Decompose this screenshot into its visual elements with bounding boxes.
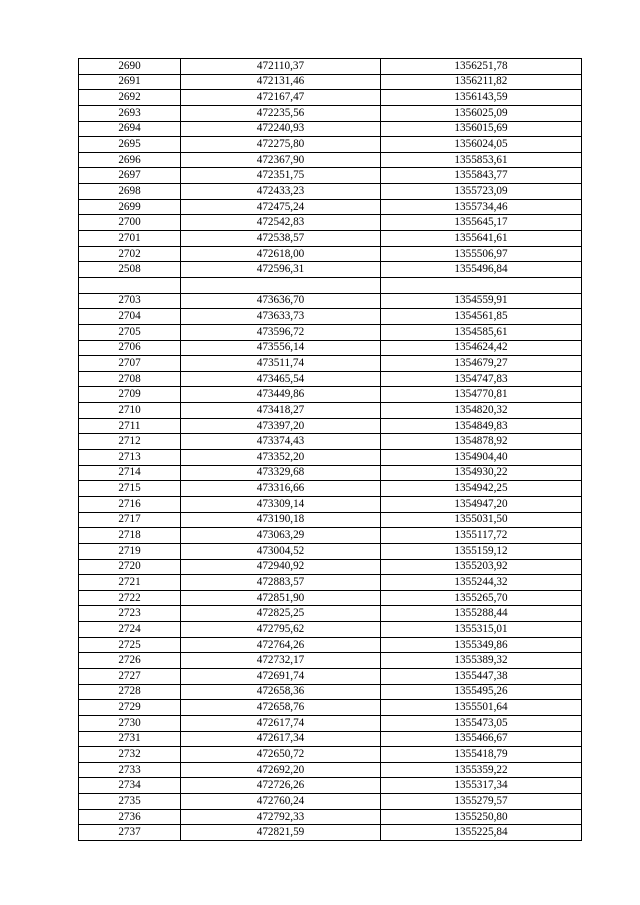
x-coordinate-cell [181,277,381,293]
x-coordinate-cell: 472821,59 [181,825,381,841]
table-row [79,606,582,622]
y-coordinate-cell: 1355359,22 [381,762,582,778]
point-number-cell: 2712 [79,434,181,450]
table-row [79,825,582,841]
y-coordinate-cell [381,277,582,293]
y-coordinate-cell: 1355117,72 [381,528,582,544]
table-row [79,168,582,184]
y-coordinate-cell: 1355315,01 [381,622,582,638]
x-coordinate-cell: 472235,56 [181,105,381,121]
y-coordinate-cell: 1355203,92 [381,559,582,575]
point-number-cell: 2727 [79,668,181,684]
point-number-cell: 2730 [79,715,181,731]
x-coordinate-cell: 472792,33 [181,809,381,825]
point-number-cell: 2723 [79,606,181,622]
table-row [79,293,582,309]
x-coordinate-cell: 472275,80 [181,137,381,153]
x-coordinate-cell: 472692,20 [181,762,381,778]
table-row [79,324,582,340]
y-coordinate-cell: 1355389,32 [381,653,582,669]
x-coordinate-cell: 472764,26 [181,637,381,653]
point-number-cell: 2729 [79,700,181,716]
y-coordinate-cell: 1355349,86 [381,637,582,653]
point-number-cell: 2690 [79,59,181,75]
x-coordinate-cell: 472883,57 [181,575,381,591]
table-row [79,199,582,215]
y-coordinate-cell: 1354942,25 [381,481,582,497]
table-row [79,59,582,75]
table-row [79,371,582,387]
x-coordinate-cell: 472110,37 [181,59,381,75]
y-coordinate-cell: 1355031,50 [381,512,582,528]
point-number-cell: 2705 [79,324,181,340]
point-number-cell: 2713 [79,450,181,466]
table-row [79,668,582,684]
point-number-cell: 2733 [79,762,181,778]
y-coordinate-cell: 1354770,81 [381,387,582,403]
x-coordinate-cell: 473418,27 [181,403,381,419]
x-coordinate-cell: 472542,83 [181,215,381,231]
x-coordinate-cell: 473309,14 [181,496,381,512]
y-coordinate-cell: 1355473,05 [381,715,582,731]
y-coordinate-cell: 1355265,70 [381,590,582,606]
x-coordinate-cell: 473352,20 [181,450,381,466]
table-row [79,231,582,247]
y-coordinate-cell: 1354585,61 [381,324,582,340]
point-number-cell: 2726 [79,653,181,669]
x-coordinate-cell: 472617,74 [181,715,381,731]
x-coordinate-cell: 472691,74 [181,668,381,684]
x-coordinate-cell: 472240,93 [181,121,381,137]
x-coordinate-cell: 473063,29 [181,528,381,544]
table-row [79,340,582,356]
table-row [79,747,582,763]
y-coordinate-cell: 1354679,27 [381,356,582,372]
point-number-cell: 2710 [79,403,181,419]
x-coordinate-cell: 473511,74 [181,356,381,372]
y-coordinate-cell: 1356143,59 [381,90,582,106]
y-coordinate-cell: 1355466,67 [381,731,582,747]
point-number-cell: 2703 [79,293,181,309]
coordinates-table [78,58,582,841]
point-number-cell: 2699 [79,199,181,215]
point-number-cell: 2718 [79,528,181,544]
x-coordinate-cell: 472351,75 [181,168,381,184]
y-coordinate-cell: 1354904,40 [381,450,582,466]
y-coordinate-cell: 1354559,91 [381,293,582,309]
y-coordinate-cell: 1355418,79 [381,747,582,763]
table-row [79,496,582,512]
x-coordinate-cell: 472658,36 [181,684,381,700]
point-number-cell: 2691 [79,74,181,90]
x-coordinate-cell: 472433,23 [181,184,381,200]
y-coordinate-cell: 1356015,69 [381,121,582,137]
table-row [79,105,582,121]
x-coordinate-cell: 473190,18 [181,512,381,528]
point-number-cell: 2731 [79,731,181,747]
x-coordinate-cell: 473633,73 [181,309,381,325]
point-number-cell: 2693 [79,105,181,121]
x-coordinate-cell: 472131,46 [181,74,381,90]
y-coordinate-cell: 1355447,38 [381,668,582,684]
table-row [79,637,582,653]
point-number-cell: 2704 [79,309,181,325]
y-coordinate-cell: 1355843,77 [381,168,582,184]
point-number-cell: 2711 [79,418,181,434]
y-coordinate-cell: 1354820,32 [381,403,582,419]
y-coordinate-cell: 1355734,46 [381,199,582,215]
table-row [79,246,582,262]
y-coordinate-cell: 1355159,12 [381,543,582,559]
point-number-cell: 2695 [79,137,181,153]
x-coordinate-cell: 473374,43 [181,434,381,450]
y-coordinate-cell: 1354947,20 [381,496,582,512]
point-number-cell: 2724 [79,622,181,638]
point-number-cell: 2721 [79,575,181,591]
coordinates-table-body [79,59,582,841]
y-coordinate-cell: 1355279,57 [381,794,582,810]
table-row [79,74,582,90]
x-coordinate-cell: 473004,52 [181,543,381,559]
y-coordinate-cell: 1355244,32 [381,575,582,591]
point-number-cell: 2717 [79,512,181,528]
y-coordinate-cell: 1354624,42 [381,340,582,356]
table-row [79,403,582,419]
table-row [79,622,582,638]
table-row [79,152,582,168]
x-coordinate-cell: 473596,72 [181,324,381,340]
point-number-cell: 2728 [79,684,181,700]
y-coordinate-cell: 1354930,22 [381,465,582,481]
table-row [79,277,582,293]
point-number-cell: 2716 [79,496,181,512]
y-coordinate-cell: 1355723,09 [381,184,582,200]
table-row [79,575,582,591]
table-row [79,356,582,372]
table-row [79,512,582,528]
y-coordinate-cell: 1356025,09 [381,105,582,121]
point-number-cell: 2702 [79,246,181,262]
y-coordinate-cell: 1355495,26 [381,684,582,700]
table-row [79,762,582,778]
table-row [79,700,582,716]
table-row [79,309,582,325]
table-row [79,184,582,200]
point-number-cell: 2694 [79,121,181,137]
table-row [79,684,582,700]
x-coordinate-cell: 473316,66 [181,481,381,497]
point-number-cell: 2709 [79,387,181,403]
table-row [79,121,582,137]
point-number-cell: 2732 [79,747,181,763]
point-number-cell: 2714 [79,465,181,481]
x-coordinate-cell: 472650,72 [181,747,381,763]
y-coordinate-cell: 1356251,78 [381,59,582,75]
y-coordinate-cell: 1354561,85 [381,309,582,325]
x-coordinate-cell: 472795,62 [181,622,381,638]
point-number-cell: 2697 [79,168,181,184]
table-row [79,543,582,559]
point-number-cell: 2725 [79,637,181,653]
table-row [79,418,582,434]
y-coordinate-cell: 1355501,64 [381,700,582,716]
point-number-cell: 2701 [79,231,181,247]
y-coordinate-cell: 1355288,44 [381,606,582,622]
y-coordinate-cell: 1354878,92 [381,434,582,450]
point-number-cell: 2707 [79,356,181,372]
table-row [79,794,582,810]
x-coordinate-cell: 472167,47 [181,90,381,106]
table-row [79,778,582,794]
table-row [79,137,582,153]
table-row [79,715,582,731]
y-coordinate-cell: 1356211,82 [381,74,582,90]
y-coordinate-cell: 1355496,84 [381,262,582,278]
table-row [79,450,582,466]
table-row [79,465,582,481]
x-coordinate-cell: 472658,76 [181,700,381,716]
x-coordinate-cell: 472367,90 [181,152,381,168]
x-coordinate-cell: 472617,34 [181,731,381,747]
point-number-cell [79,277,181,293]
point-number-cell: 2508 [79,262,181,278]
point-number-cell: 2720 [79,559,181,575]
table-row [79,653,582,669]
point-number-cell: 2715 [79,481,181,497]
table-row [79,387,582,403]
y-coordinate-cell: 1356024,05 [381,137,582,153]
table-row [79,731,582,747]
table-row [79,262,582,278]
table-row [79,809,582,825]
point-number-cell: 2696 [79,152,181,168]
table-row [79,481,582,497]
x-coordinate-cell: 472732,17 [181,653,381,669]
x-coordinate-cell: 472618,00 [181,246,381,262]
x-coordinate-cell: 472825,25 [181,606,381,622]
point-number-cell: 2735 [79,794,181,810]
x-coordinate-cell: 472538,57 [181,231,381,247]
point-number-cell: 2698 [79,184,181,200]
y-coordinate-cell: 1355853,61 [381,152,582,168]
y-coordinate-cell: 1355250,80 [381,809,582,825]
table-row [79,590,582,606]
point-number-cell: 2722 [79,590,181,606]
point-number-cell: 2700 [79,215,181,231]
point-number-cell: 2737 [79,825,181,841]
x-coordinate-cell: 473636,70 [181,293,381,309]
point-number-cell: 2734 [79,778,181,794]
x-coordinate-cell: 473329,68 [181,465,381,481]
y-coordinate-cell: 1355506,97 [381,246,582,262]
y-coordinate-cell: 1355225,84 [381,825,582,841]
table-row [79,215,582,231]
x-coordinate-cell: 472760,24 [181,794,381,810]
x-coordinate-cell: 473556,14 [181,340,381,356]
y-coordinate-cell: 1354849,83 [381,418,582,434]
y-coordinate-cell: 1355645,17 [381,215,582,231]
x-coordinate-cell: 472726,26 [181,778,381,794]
point-number-cell: 2708 [79,371,181,387]
x-coordinate-cell: 472596,31 [181,262,381,278]
table-row [79,528,582,544]
x-coordinate-cell: 472851,90 [181,590,381,606]
x-coordinate-cell: 473397,20 [181,418,381,434]
point-number-cell: 2692 [79,90,181,106]
table-row [79,90,582,106]
point-number-cell: 2736 [79,809,181,825]
table-row [79,434,582,450]
y-coordinate-cell: 1354747,83 [381,371,582,387]
point-number-cell: 2719 [79,543,181,559]
x-coordinate-cell: 472475,24 [181,199,381,215]
x-coordinate-cell: 472940,92 [181,559,381,575]
y-coordinate-cell: 1355317,34 [381,778,582,794]
x-coordinate-cell: 473449,86 [181,387,381,403]
y-coordinate-cell: 1355641,61 [381,231,582,247]
point-number-cell: 2706 [79,340,181,356]
table-row [79,559,582,575]
x-coordinate-cell: 473465,54 [181,371,381,387]
